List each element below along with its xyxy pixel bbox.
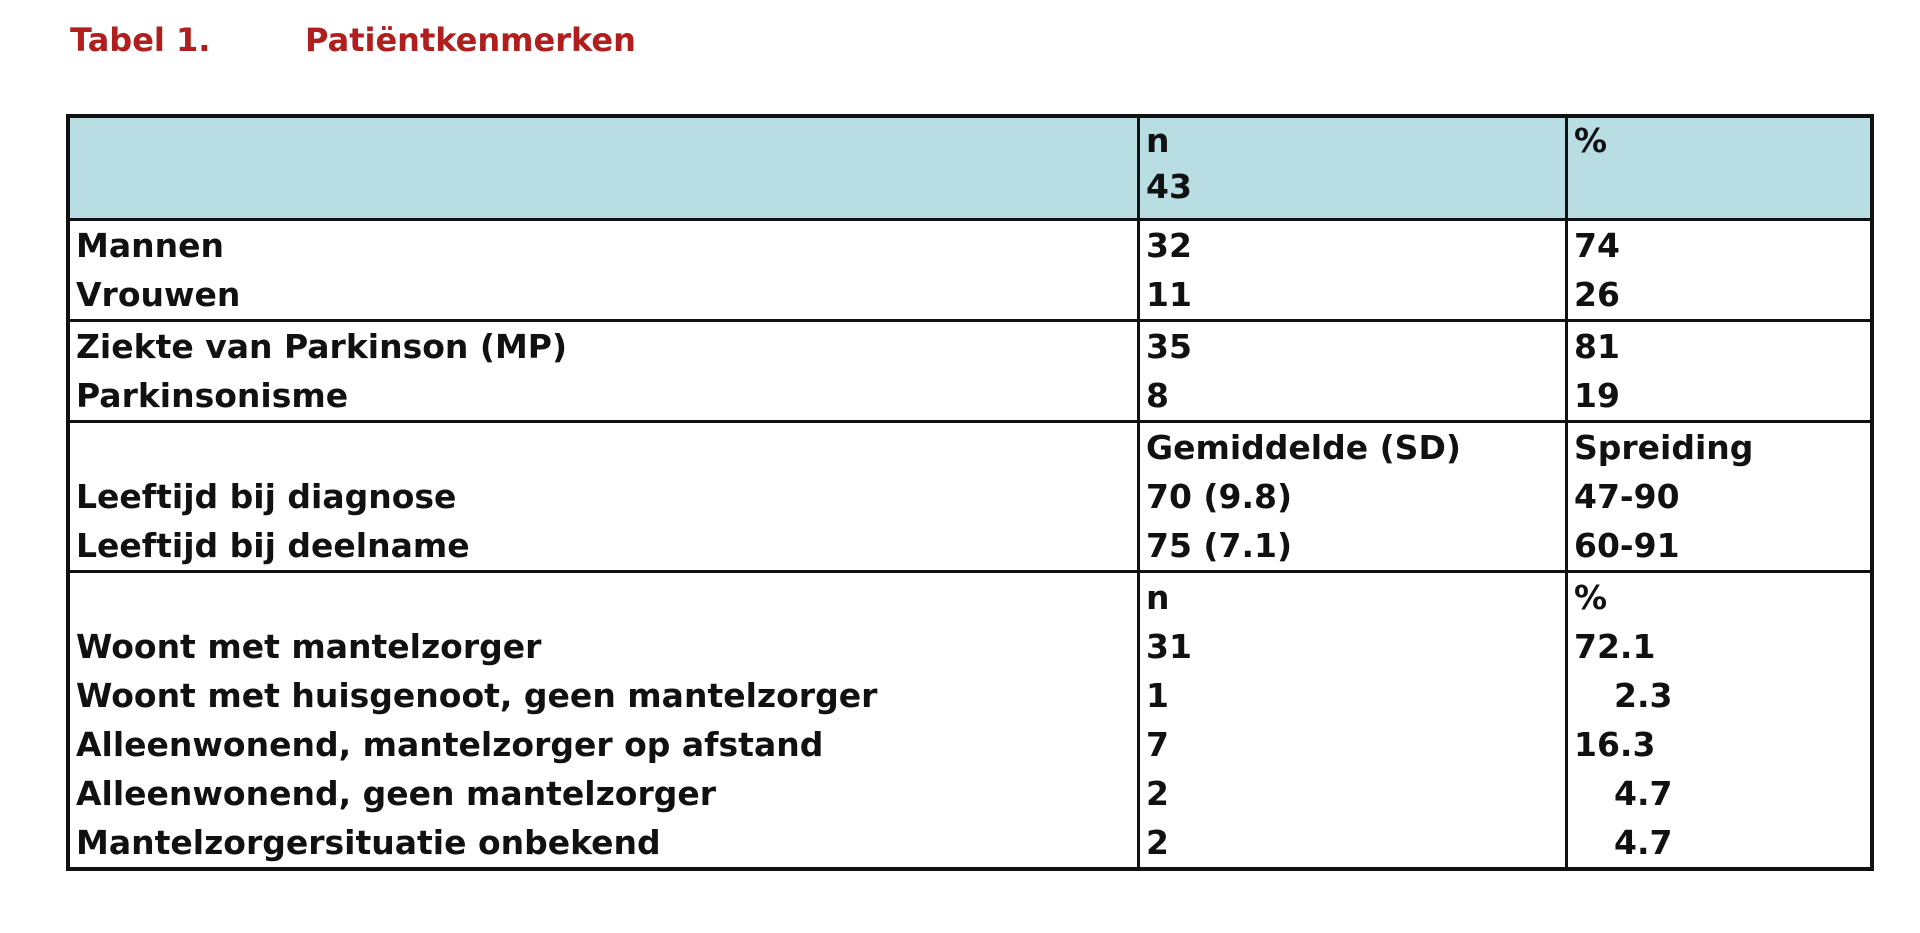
subheader-mean-sd: Gemiddelde (SD) xyxy=(1146,428,1461,467)
subheader-percent: % xyxy=(1574,578,1608,617)
diagnosis-n-values xyxy=(1139,321,1567,422)
percent-value: 4.7 xyxy=(1614,823,1673,862)
living-n-values xyxy=(1139,572,1567,870)
n-value: 8 xyxy=(1146,376,1169,415)
row-label: Alleenwonend, mantelzorger op afstand xyxy=(76,725,824,764)
row-label: Alleenwonend, geen mantelzorger xyxy=(76,774,717,813)
range-value: 60-91 xyxy=(1574,526,1680,565)
living-percent-values xyxy=(1567,572,1873,870)
percent-value: 74 xyxy=(1574,226,1620,265)
row-label: Woont met mantelzorger xyxy=(76,627,542,666)
n-value: 32 xyxy=(1146,226,1192,265)
diagnosis-group-row xyxy=(68,321,1872,422)
gender-labels xyxy=(68,220,1139,321)
percent-value: 81 xyxy=(1574,327,1620,366)
age-range-values xyxy=(1567,422,1873,572)
mean-value: 75 (7.1) xyxy=(1146,526,1293,565)
n-value: 1 xyxy=(1146,676,1169,715)
subheader-n: n xyxy=(1146,578,1170,617)
percent-value: 16.3 xyxy=(1574,725,1656,764)
header-cell-label xyxy=(68,116,1139,220)
row-label: Mannen xyxy=(76,226,224,265)
row-label: Woont met huisgenoot, geen mantelzorger xyxy=(76,676,878,715)
row-label: Ziekte van Parkinson (MP) xyxy=(76,327,568,366)
row-label: Leeftijd bij deelname xyxy=(76,526,470,565)
header-cell-percent xyxy=(1567,116,1873,220)
patient-characteristics-table xyxy=(66,114,1874,871)
age-labels xyxy=(68,422,1139,572)
percent-value: 19 xyxy=(1574,376,1620,415)
n-value: 2 xyxy=(1146,823,1169,862)
n-value: 2 xyxy=(1146,774,1169,813)
table-caption: Patiëntkenmerken xyxy=(305,21,636,59)
living-group-row xyxy=(68,572,1872,870)
age-mean-values xyxy=(1139,422,1567,572)
header-label-text xyxy=(70,118,1137,164)
n-value: 11 xyxy=(1146,275,1192,314)
age-group-row xyxy=(68,422,1872,572)
n-value: 35 xyxy=(1146,327,1192,366)
gender-group-row xyxy=(68,220,1872,321)
percent-value: 26 xyxy=(1574,275,1620,314)
row-label: Parkinsonisme xyxy=(76,376,349,415)
percent-value: 72.1 xyxy=(1574,627,1656,666)
table-title xyxy=(70,18,636,62)
diagnosis-percent-values xyxy=(1567,321,1873,422)
range-value: 47-90 xyxy=(1574,477,1680,516)
header-cell-n xyxy=(1139,116,1567,220)
diagnosis-labels xyxy=(68,321,1139,422)
header-n-label: n xyxy=(1146,121,1170,160)
n-value: 31 xyxy=(1146,627,1192,666)
percent-value: 2.3 xyxy=(1614,676,1673,715)
table-number: Tabel 1. xyxy=(70,21,211,59)
row-label: Mantelzorgersituatie onbekend xyxy=(76,823,661,862)
subheader-range: Spreiding xyxy=(1574,428,1754,467)
table-header-row xyxy=(68,116,1872,220)
row-label: Leeftijd bij diagnose xyxy=(76,477,457,516)
header-percent-label: % xyxy=(1574,121,1608,160)
living-labels xyxy=(68,572,1139,870)
n-value: 7 xyxy=(1146,725,1169,764)
row-label: Vrouwen xyxy=(76,275,241,314)
header-n-total: 43 xyxy=(1146,167,1192,206)
mean-value: 70 (9.8) xyxy=(1146,477,1293,516)
percent-value: 4.7 xyxy=(1614,774,1673,813)
gender-n-values xyxy=(1139,220,1567,321)
gender-percent-values xyxy=(1567,220,1873,321)
